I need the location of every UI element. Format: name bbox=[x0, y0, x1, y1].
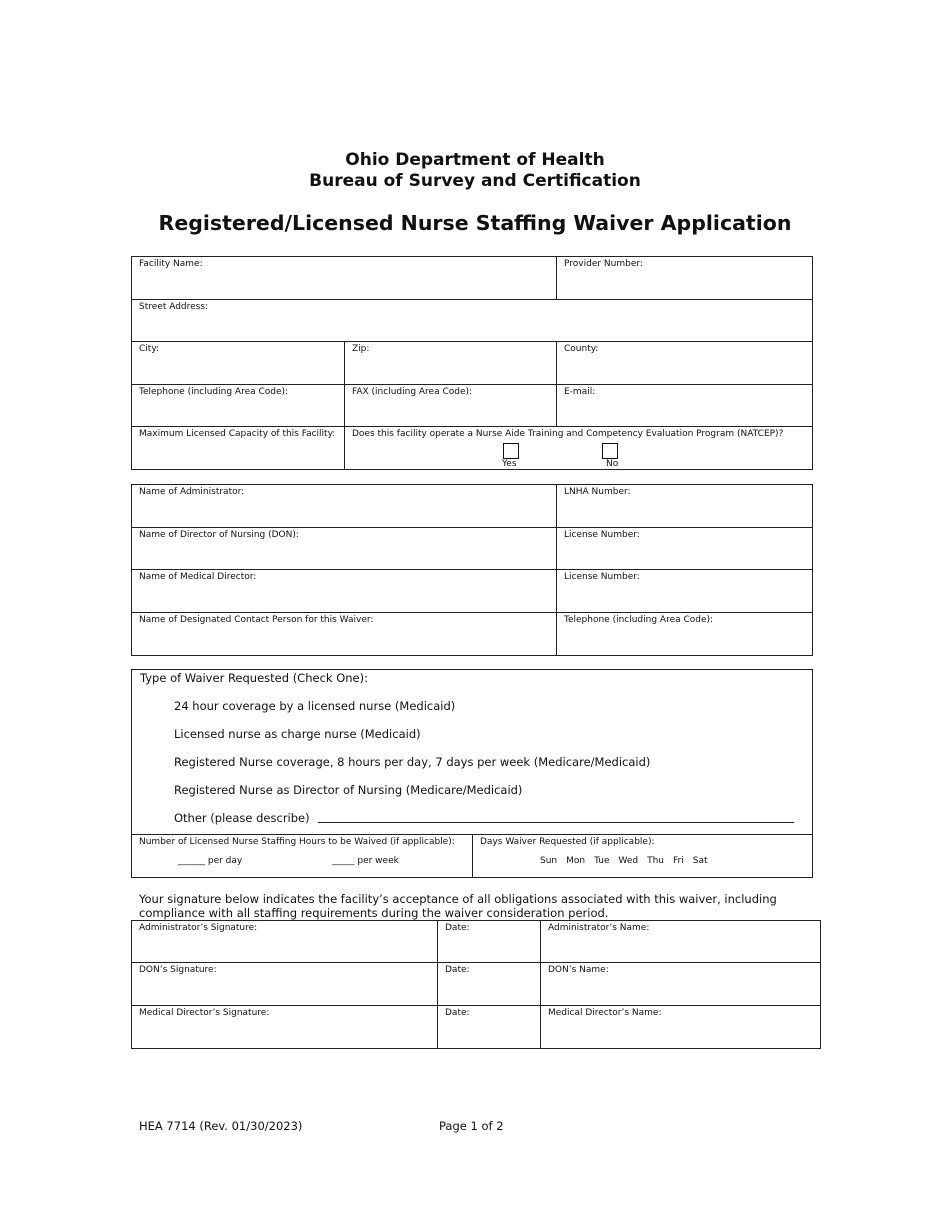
md-date-label: Date: bbox=[445, 1008, 470, 1018]
per-week-input[interactable]: _____ per week bbox=[332, 856, 399, 866]
lnha-number-field[interactable] bbox=[556, 484, 813, 528]
admin-name-label: Administrator’s Name: bbox=[548, 923, 650, 933]
waiver-option[interactable]: 24 hour coverage by a licensed nurse (Medicaid) bbox=[174, 699, 456, 713]
md-signature-label: Medical Director’s Signature: bbox=[139, 1008, 270, 1018]
other-description-line[interactable] bbox=[318, 822, 794, 823]
day-option[interactable]: Tue bbox=[594, 856, 610, 866]
don-name-field[interactable] bbox=[540, 962, 821, 1006]
street-address-label: Street Address: bbox=[139, 302, 209, 312]
day-option[interactable]: Mon bbox=[566, 856, 586, 866]
contact-person-field[interactable] bbox=[131, 612, 557, 656]
admin-date-field[interactable] bbox=[437, 920, 541, 963]
form-title: Registered/Licensed Nurse Staffing Waiver Application bbox=[158, 211, 792, 235]
admin-signature-label: Administrator’s Signature: bbox=[139, 923, 258, 933]
street-address-field[interactable] bbox=[131, 299, 813, 342]
email-field[interactable] bbox=[556, 384, 813, 427]
days-requested-label: Days Waiver Requested (if applicable): bbox=[480, 837, 655, 847]
bureau-heading: Bureau of Survey and Certification bbox=[309, 171, 641, 191]
day-option[interactable]: Wed bbox=[618, 856, 639, 866]
don-license-field[interactable] bbox=[556, 527, 813, 570]
natcep-no-checkbox[interactable] bbox=[602, 443, 618, 459]
city-field[interactable] bbox=[131, 341, 345, 385]
per-day-input[interactable]: ______ per day bbox=[178, 856, 243, 866]
waived-hours-label: Number of Licensed Nurse Staffing Hours to be Waived (if applicable): bbox=[139, 837, 455, 847]
don-name-sig-label: DON’s Name: bbox=[548, 965, 609, 975]
fax-field[interactable] bbox=[344, 384, 557, 427]
waiver-type-heading: Type of Waiver Requested (Check One): bbox=[140, 671, 368, 685]
day-option[interactable]: Thu bbox=[647, 856, 665, 866]
administrator-field[interactable] bbox=[131, 484, 557, 528]
md-license-label: License Number: bbox=[564, 572, 640, 582]
days-requested-field bbox=[472, 834, 813, 878]
waived-hours-field bbox=[131, 834, 473, 878]
day-option[interactable]: Sun bbox=[540, 856, 558, 866]
natcep-no-label: No bbox=[606, 459, 619, 469]
contact-person-label: Name of Designated Contact Person for this Waiver: bbox=[139, 615, 374, 625]
signature-statement: Your signature below indicates the facility’s acceptance of all obligations associated with this waiver, including compliance with all staffing requirements during the waiver consideration period. bbox=[139, 892, 777, 920]
admin-signature-field[interactable] bbox=[131, 920, 438, 963]
max-capacity-field[interactable] bbox=[131, 426, 345, 470]
lnha-number-label: LNHA Number: bbox=[564, 487, 631, 497]
provider-number-label: Provider Number: bbox=[564, 259, 643, 269]
admin-name-field[interactable] bbox=[540, 920, 821, 963]
waiver-option[interactable]: Registered Nurse coverage, 8 hours per day, 7 days per week (Medicare/Medicaid) bbox=[174, 755, 651, 769]
department-heading: Ohio Department of Health bbox=[345, 150, 605, 170]
facility-name-label: Facility Name: bbox=[139, 259, 203, 269]
city-label: City: bbox=[139, 344, 160, 354]
days-list bbox=[540, 856, 717, 866]
admin-date-label: Date: bbox=[445, 923, 470, 933]
don-signature-label: DON’s Signature: bbox=[139, 965, 217, 975]
provider-number-field[interactable] bbox=[556, 256, 813, 300]
zip-label: Zip: bbox=[352, 344, 370, 354]
don-license-label: License Number: bbox=[564, 530, 640, 540]
don-name-label: Name of Director of Nursing (DON): bbox=[139, 530, 299, 540]
md-name-label: Medical Director’s Name: bbox=[548, 1008, 662, 1018]
md-license-field[interactable] bbox=[556, 569, 813, 613]
county-field[interactable] bbox=[556, 341, 813, 385]
waiver-type-box bbox=[131, 669, 813, 835]
don-name-field[interactable] bbox=[131, 527, 557, 570]
natcep-yes-checkbox[interactable] bbox=[503, 443, 519, 459]
contact-phone-field[interactable] bbox=[556, 612, 813, 656]
zip-field[interactable] bbox=[344, 341, 557, 385]
contact-phone-label: Telephone (including Area Code): bbox=[564, 615, 714, 625]
telephone-field[interactable] bbox=[131, 384, 345, 427]
day-option[interactable]: Sat bbox=[692, 856, 708, 866]
day-option[interactable]: Fri bbox=[673, 856, 684, 866]
don-date-field[interactable] bbox=[437, 962, 541, 1006]
county-label: County: bbox=[564, 344, 599, 354]
page-number: Page 1 of 2 bbox=[439, 1119, 504, 1133]
administrator-label: Name of Administrator: bbox=[139, 487, 245, 497]
don-date-label: Date: bbox=[445, 965, 470, 975]
md-date-field[interactable] bbox=[437, 1005, 541, 1049]
md-name-field[interactable] bbox=[540, 1005, 821, 1049]
fax-label: FAX (including Area Code): bbox=[352, 387, 473, 397]
medical-director-label: Name of Medical Director: bbox=[139, 572, 257, 582]
facility-name-field[interactable] bbox=[131, 256, 557, 300]
email-label: E-mail: bbox=[564, 387, 596, 397]
don-signature-field[interactable] bbox=[131, 962, 438, 1006]
waiver-option[interactable]: Registered Nurse as Director of Nursing (Medicare/Medicaid) bbox=[174, 783, 523, 797]
natcep-yes-label: Yes bbox=[502, 459, 517, 469]
natcep-field bbox=[344, 426, 813, 470]
medical-director-field[interactable] bbox=[131, 569, 557, 613]
telephone-label: Telephone (including Area Code): bbox=[139, 387, 289, 397]
natcep-question: Does this facility operate a Nurse Aide Training and Competency Evaluation Program (NATCEP)? bbox=[352, 429, 784, 439]
waiver-option[interactable]: Licensed nurse as charge nurse (Medicaid) bbox=[174, 727, 421, 741]
md-signature-field[interactable] bbox=[131, 1005, 438, 1049]
max-capacity-label: Maximum Licensed Capacity of this Facility: bbox=[139, 429, 336, 439]
form-number: HEA 7714 (Rev. 01/30/2023) bbox=[139, 1119, 303, 1133]
waiver-option-other[interactable]: Other (please describe) bbox=[174, 811, 310, 825]
